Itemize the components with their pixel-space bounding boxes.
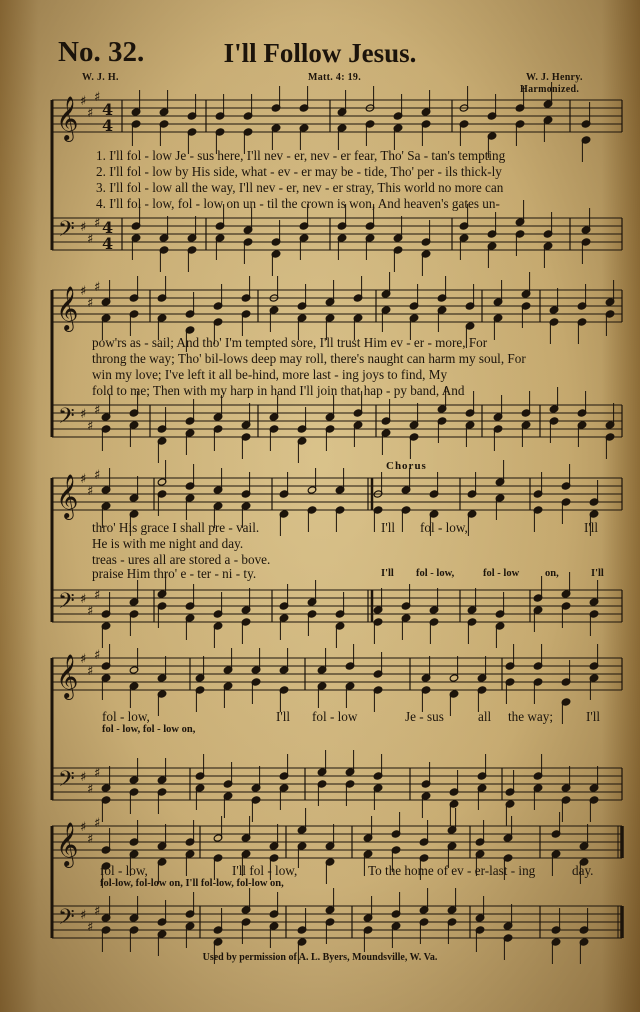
sharp-sign: ♯ xyxy=(94,766,101,781)
sharp-sign: ♯ xyxy=(94,816,101,831)
sharp-sign: ♯ xyxy=(87,419,94,434)
verse-1-line-2: pow'rs as - sail; And tho' I'm tempted sore, I'll trust Him ev - er - more, For xyxy=(92,335,488,350)
verse-2-line-3: He is with me night and day. xyxy=(92,536,244,551)
lyricist: W. J. H. xyxy=(82,72,119,83)
chorus-bass-lyric: fol - low, xyxy=(416,568,455,579)
sharp-sign: ♯ xyxy=(80,820,87,835)
sharp-sign: ♯ xyxy=(87,920,94,935)
treble-clef: 𝄞 xyxy=(56,654,79,698)
arrangement-note: Harmonized. xyxy=(520,84,580,95)
chorus-bass-lyric: I'll xyxy=(381,568,394,579)
sharp-sign: ♯ xyxy=(94,280,101,295)
chorus-bass-lyric: on, xyxy=(545,568,559,579)
chorus-lyric: I'll fol - low, xyxy=(232,863,298,878)
time-signature: 4 xyxy=(102,234,114,253)
chorus-lyric: Je - sus xyxy=(405,709,444,724)
chorus-lyric: fol - low, xyxy=(100,863,148,878)
sharp-sign: ♯ xyxy=(80,472,87,487)
chorus-lyric: fol - low xyxy=(312,709,358,724)
treble-clef: 𝄞 xyxy=(56,286,79,330)
sharp-sign: ♯ xyxy=(80,592,87,607)
verse-3-line-3: treas - ures all are stored a - bove. xyxy=(92,552,271,567)
sharp-sign: ♯ xyxy=(87,832,94,847)
verse-4-line-1: 4. I'll fol - low, fol - low on un - til the crown is won, And heaven's gates un- xyxy=(96,196,500,211)
bass-clef: 𝄢 xyxy=(58,905,75,935)
chorus-bass-lyric: fol - low, fol - low on, xyxy=(102,724,196,735)
time-signature: 4 xyxy=(102,218,114,237)
verse-1-line-3: thro' His grace I shall pre - vail. xyxy=(92,520,260,535)
hymn-title: I'll Follow Jesus. xyxy=(223,38,417,68)
sharp-sign: ♯ xyxy=(87,296,94,311)
sharp-sign: ♯ xyxy=(80,652,87,667)
sharp-sign: ♯ xyxy=(80,407,87,422)
chorus-bass-lyric: fol-low, fol-low on, I'll fol-low, fol-low on, xyxy=(100,878,284,889)
sharp-sign: ♯ xyxy=(87,106,94,121)
chorus-lyric: I'll xyxy=(584,520,599,535)
chorus-bass-lyric: I'll xyxy=(591,568,604,579)
verse-3-line-2: win my love; I've left it all be-hind, more last - ing joys to find, My xyxy=(92,367,448,382)
chorus-lyric: the way; xyxy=(508,709,554,724)
chorus-lyric: fol - low, xyxy=(102,709,150,724)
chorus-lyric: I'll xyxy=(586,709,601,724)
sharp-sign: ♯ xyxy=(94,904,101,919)
bass-clef: 𝄢 xyxy=(58,589,75,619)
time-signature: 4 xyxy=(102,100,114,119)
verse-2-line-2: throng the way; Tho' bil-lows deep may roll, there's naught can harm my soul, For xyxy=(92,351,526,366)
sharp-sign: ♯ xyxy=(94,90,101,105)
sharp-sign: ♯ xyxy=(87,484,94,499)
verse-4-line-3: praise Him thro' e - ter - ni - ty. xyxy=(92,566,257,581)
chorus-lyric: I'll xyxy=(381,520,396,535)
sharp-sign: ♯ xyxy=(80,94,87,109)
sharp-sign: ♯ xyxy=(94,648,101,663)
bass-clef: 𝄢 xyxy=(58,404,75,434)
treble-clef: 𝄞 xyxy=(56,96,79,140)
time-signature: 4 xyxy=(102,116,114,135)
chorus-lyric: fol - low, xyxy=(420,520,468,535)
permission-footer: Used by permission of A. L. Byers, Moundsville, W. Va. xyxy=(202,952,438,963)
sharp-sign: ♯ xyxy=(87,232,94,247)
verse-4-line-2: fold to me; Then with my harp in hand I'll join that hap - py band, And xyxy=(92,383,465,398)
sharp-sign: ♯ xyxy=(87,664,94,679)
chorus-lyric: all xyxy=(478,709,492,724)
sharp-sign: ♯ xyxy=(94,216,101,231)
sharp-sign: ♯ xyxy=(94,403,101,418)
sharp-sign: ♯ xyxy=(80,284,87,299)
chorus-label: Chorus xyxy=(386,460,427,472)
sharp-sign: ♯ xyxy=(94,588,101,603)
sharp-sign: ♯ xyxy=(87,782,94,797)
bass-clef: 𝄢 xyxy=(58,767,75,797)
composer: W. J. Henry. xyxy=(526,72,583,83)
bass-clef: 𝄢 xyxy=(58,217,75,247)
sharp-sign: ♯ xyxy=(80,908,87,923)
chorus-lyric: day. xyxy=(572,863,594,878)
sharp-sign: ♯ xyxy=(94,468,101,483)
scripture-reference: Matt. 4: 19. xyxy=(308,72,362,83)
chorus-lyric: I'll xyxy=(276,709,291,724)
verse-3-line-1: 3. I'll fol - low all the way, I'll nev - er, nev - er stray, This world no more can xyxy=(96,180,504,195)
verse-1-line-1: 1. I'll fol - low Je - sus here, I'll nev - er, nev - er fear, Tho' Sa - tan's tempting xyxy=(96,148,506,163)
verse-2-line-1: 2. I'll fol - low by His side, what - ev - er may be - tide, Tho' per - ils thick-ly xyxy=(96,164,502,179)
sharp-sign: ♯ xyxy=(80,220,87,235)
sharp-sign: ♯ xyxy=(80,770,87,785)
treble-clef: 𝄞 xyxy=(56,822,79,866)
chorus-lyric: To the home of ev - er-last - ing xyxy=(368,863,536,878)
sharp-sign: ♯ xyxy=(87,604,94,619)
chorus-bass-lyric: fol - low xyxy=(483,568,520,579)
hymn-number: No. 32. xyxy=(58,36,145,68)
treble-clef: 𝄞 xyxy=(56,474,79,518)
